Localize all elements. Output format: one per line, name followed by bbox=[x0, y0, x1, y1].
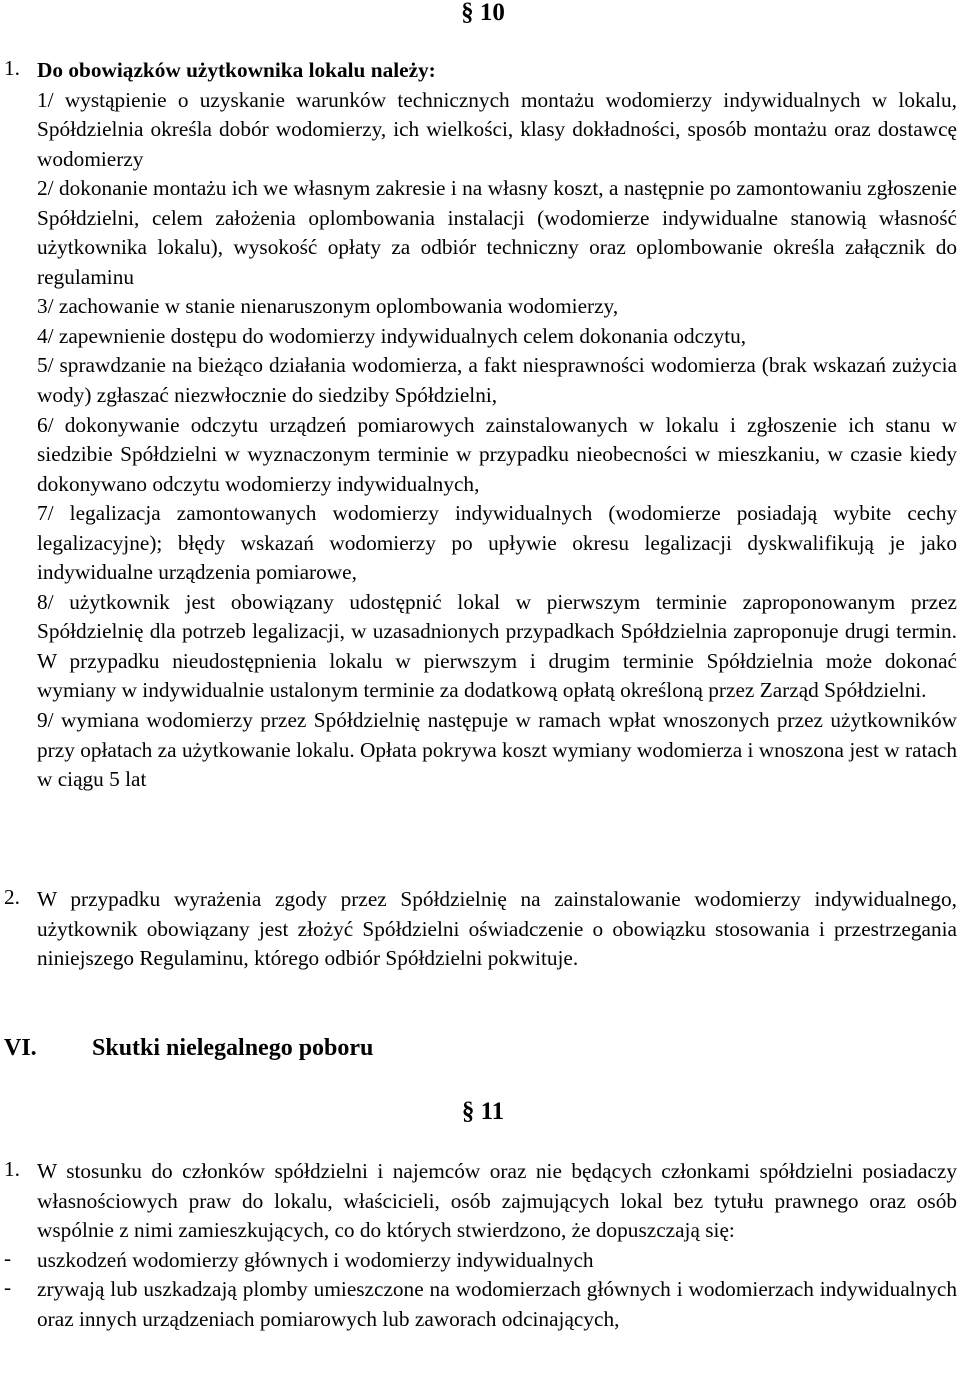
obligation-item: 3/ zachowanie w stanie nienaruszonym oplombowania wodomierzy, bbox=[37, 294, 619, 319]
bullet-text: zrywają lub uszkadzają plomby umieszczone na wodomierzach głównych i wodomierzach indywidualnych oraz innych urządzeniach pomiarowych lub zaworach odcinających, bbox=[37, 1277, 957, 1331]
item-number: 1. bbox=[4, 56, 20, 80]
obligation-item: 9/ wymiana wodomierzy przez Spółdzielnię następuje w ramach wpłat wnoszonych przez użytkowników przy opłatach za użytkowanie lokalu. Opłata pokrywa koszt wymiany wodomierza i wnoszona jest w ratach w ciągu 5 lat bbox=[37, 708, 957, 792]
list-item bbox=[0, 1275, 958, 1334]
bullet-dash: - bbox=[4, 1275, 12, 1300]
obligation-item: 8/ użytkownik jest obowiązany udostępnić lokal w pierwszym terminie zaproponowanym przez Spółdzielnię dla potrzeb legalizacji, w uzasadnionych przypadkach Spółdzielnia zaproponuje drugi termin. W przypadku nieudostępnienia lokalu w pierwszym i drugim terminie Spółdzielnia może dokonać wymiany w indywidualnie ustalonym terminie za dodatkową opłatą określoną przez Zarząd Spółdzielni. bbox=[37, 589, 957, 703]
obligations-lead: Do obowiązków użytkownika lokalu należy: bbox=[37, 58, 436, 82]
consent-text: W przypadku wyrażenia zgody przez Spółdzielnię na zainstalowanie wodomierzy indywidualnego, użytkownik obowiązany jest złożyć Spółdzielni oświadczenie o obowiązku stosowania i przestrzegania niniejszego Regulaminu, którego odbiór Spółdzielni pokwituje. bbox=[37, 887, 957, 971]
item-number: 1. bbox=[4, 1157, 20, 1181]
section-10-heading: § 10 bbox=[461, 0, 505, 26]
item-number: 2. bbox=[4, 885, 20, 909]
chapter-number: VI. bbox=[4, 1035, 37, 1061]
illegal-use-text: W stosunku do członków spółdzielni i najemców oraz nie będących członkami spółdzielni posiadaczy własnościowych praw do lokalu, właścicieli, osób zajmujących lokal bez tytułu prawnego oraz osób wspólnie z nimi zamieszkujących, co do których stwierdzono, że dopuszczają się: bbox=[37, 1159, 957, 1243]
bullet-dash: - bbox=[4, 1245, 12, 1270]
section-11-heading: § 11 bbox=[461, 1098, 505, 1125]
obligation-item: 2/ dokonanie montażu ich we własnym zakresie i na własny koszt, a następnie po zamontowaniu zgłoszenie Spółdzielni, celem założenia oplombowania instalacji (wodomierze indywidualne stanowią własność użytkownika lokalu), wysokość opłaty za odbiór techniczny oraz oplombowanie określa załącznik do regulaminu bbox=[37, 176, 957, 289]
consent-paragraph bbox=[0, 885, 958, 974]
obligation-item: 4/ zapewnienie dostępu do wodomierzy indywidualnych celem dokonania odczytu, bbox=[37, 323, 747, 348]
obligation-item: 1/ wystąpienie o uzyskanie warunków technicznych montażu wodomierzy indywidualnych w lokalu, Spółdzielnia określa dobór wodomierzy, ich wielkości, klasy dokładności, sposób montażu oraz dostawcę wodomierzy bbox=[37, 87, 957, 171]
illegal-use-paragraph bbox=[0, 1157, 958, 1334]
obligation-item: 6/ dokonywanie odczytu urządzeń pomiarowych zainstalowanych w lokalu i zgłoszenie ich stanu w siedzibie Spółdzielni w wyznaczonym terminie w przypadku nieobecności w mieszkaniu, w czasie kiedy dokonywano odczytu wodomierzy indywidualnych, bbox=[37, 412, 957, 496]
chapter-title: Skutki nielegalnego poboru bbox=[92, 1035, 374, 1061]
bullet-text: uszkodzeń wodomierzy głównych i wodomierzy indywidualnych bbox=[37, 1247, 594, 1272]
obligation-item: 7/ legalizacja zamontowanych wodomierzy indywidualnych (wodomierze posiadają wybite cechy legalizacyjne); błędy wskazań wodomierzy po upływie okresu legalizacji dyskwalifikują je jako indywidualne urządzenia pomiarowe, bbox=[37, 501, 957, 585]
obligations-list bbox=[0, 56, 958, 795]
obligation-item: 5/ sprawdzanie na bieżąco działania wodomierza, a fakt niesprawności wodomierza (brak wskazań zużycia wody) zgłaszać niezwłocznie do siedziby Spółdzielni, bbox=[37, 353, 957, 408]
list-item bbox=[0, 1246, 958, 1276]
